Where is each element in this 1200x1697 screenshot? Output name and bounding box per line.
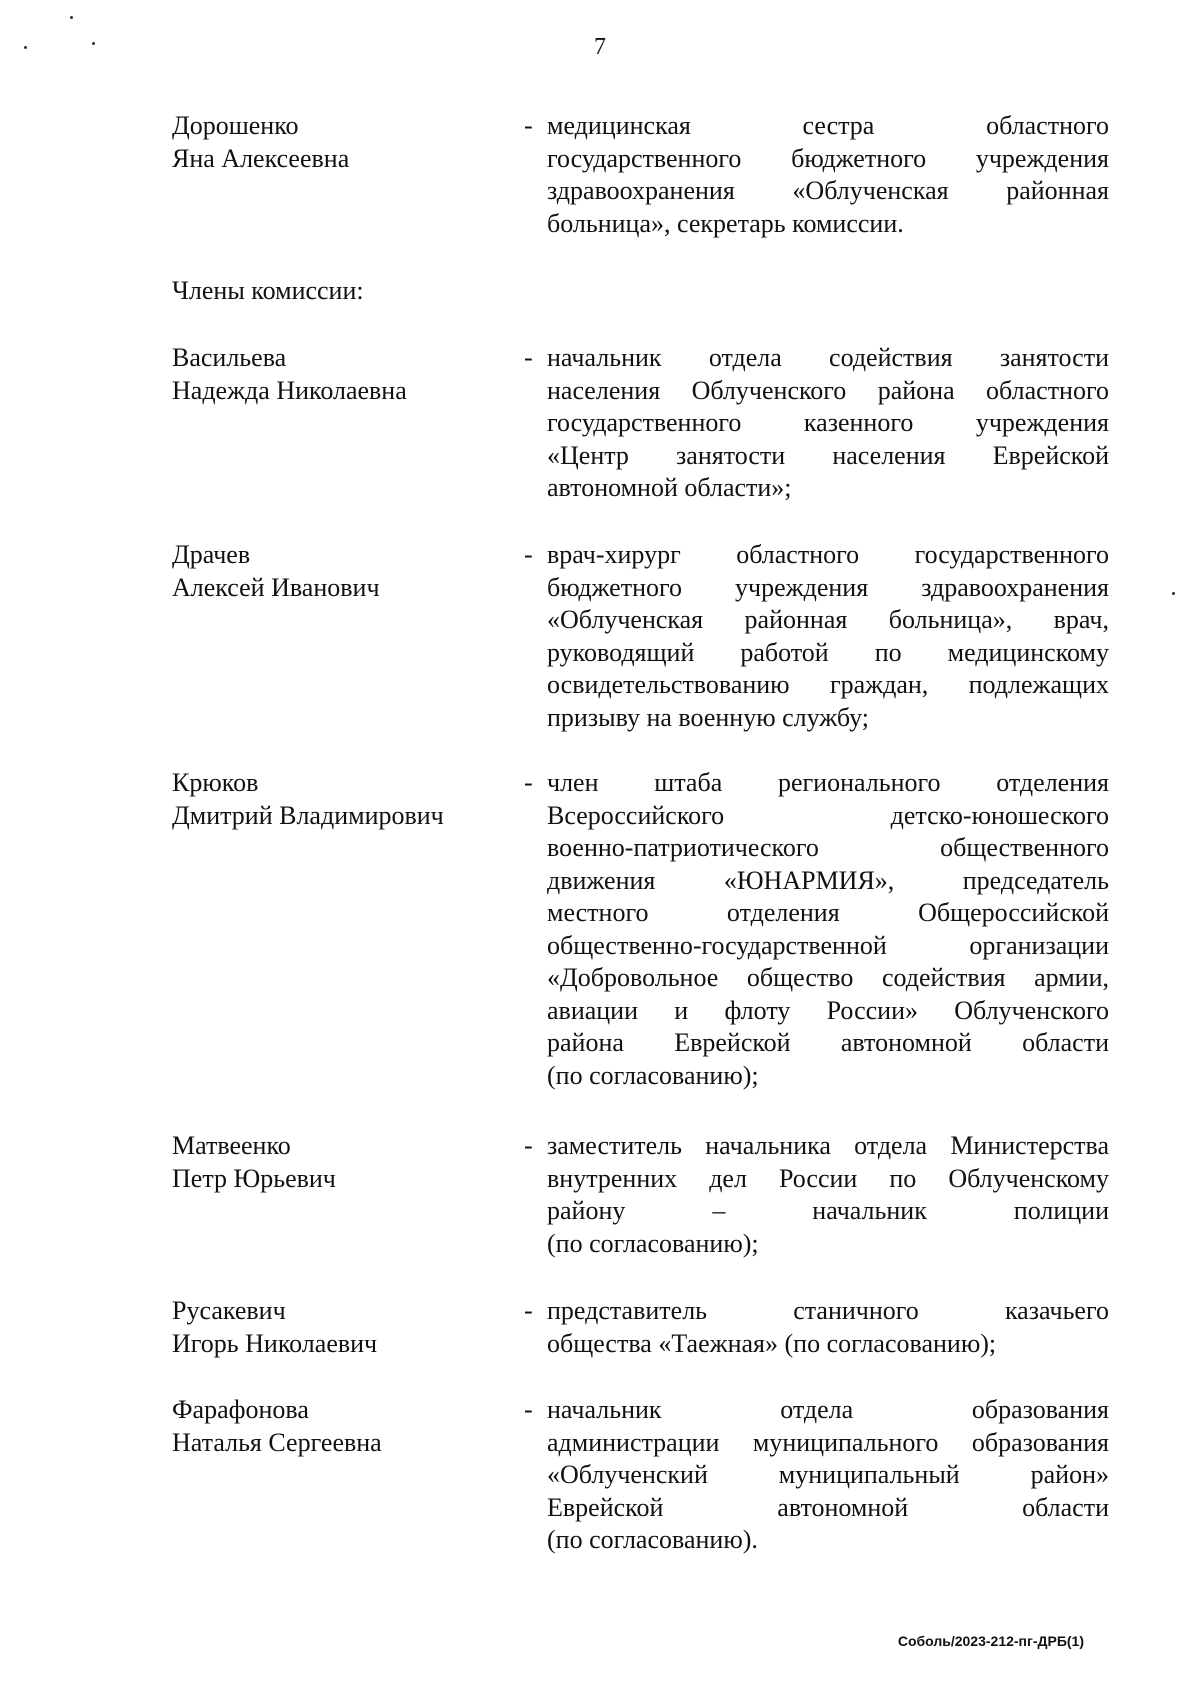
given-names: Алексей Иванович — [172, 572, 380, 602]
dash: - — [524, 343, 533, 372]
desc-line: (по согласованию); — [547, 1060, 759, 1090]
members-heading: Члены комиссии: — [172, 276, 364, 305]
desc-line: (по согласованию); — [547, 1228, 759, 1258]
person-name — [172, 1394, 512, 1459]
desc-line: освидетельствованию граждан, подлежащих — [547, 670, 1109, 699]
desc-line: военно-патриотического общественного — [547, 833, 1109, 862]
desc-line: медицинская сестра областного — [547, 111, 1109, 140]
dash: - — [524, 768, 533, 797]
dash: - — [524, 1395, 533, 1424]
person-name — [172, 110, 512, 175]
document-code: Соболь/2023-212-пг-ДРБ(1) — [897, 1633, 1084, 1649]
desc-line: Еврейской автономной области — [547, 1492, 1109, 1522]
position-description — [547, 342, 1109, 505]
desc-line: врач-хирург областного государственного — [547, 540, 1109, 569]
dash: - — [524, 111, 533, 140]
person-name — [172, 539, 512, 604]
desc-line: здравоохранения «Облученская районная — [547, 176, 1109, 205]
desc-line: государственного казенного учреждения — [547, 408, 1109, 437]
desc-line: представитель станичного казачьего — [547, 1296, 1109, 1325]
desc-line: району – начальник полиции — [547, 1196, 1109, 1225]
desc-line: «Центр занятости населения Еврейской — [547, 440, 1109, 470]
desc-line: руководящий работой по медицинскому — [547, 637, 1109, 667]
desc-line: (по согласованию). — [547, 1525, 758, 1554]
desc-line: населения Облученского района областного — [547, 375, 1109, 405]
desc-line: Всероссийского детско-юношеского — [547, 800, 1109, 830]
dash: - — [524, 1131, 533, 1160]
position-description — [547, 1394, 1109, 1557]
desc-line: общественно-государственной организации — [547, 930, 1109, 960]
desc-line: призыву на военную службу; — [547, 702, 870, 732]
position-description — [547, 1295, 1109, 1360]
desc-line: начальник отдела содействия занятости — [547, 343, 1109, 372]
given-names: Игорь Николаевич — [172, 1328, 378, 1358]
surname: Фарафонова — [172, 1395, 309, 1424]
person-name — [172, 342, 512, 407]
position-description — [547, 1130, 1109, 1260]
desc-line: «Облученская районная больница», врач, — [547, 605, 1109, 634]
person-name — [172, 1295, 512, 1360]
given-names: Наталья Сергеевна — [172, 1427, 382, 1457]
surname: Драчев — [172, 540, 251, 569]
position-description — [547, 110, 1109, 240]
given-names: Дмитрий Владимирович — [172, 800, 444, 830]
position-description — [547, 767, 1109, 1092]
desc-line: авиации и флоту России» Облученского — [547, 995, 1109, 1025]
desc-line: местного отделения Общероссийской — [547, 898, 1109, 927]
scan-speck — [70, 16, 73, 19]
desc-line: больница», секретарь комиссии. — [547, 208, 904, 238]
surname: Васильева — [172, 343, 287, 372]
page-number: 7 — [594, 34, 606, 60]
desc-line: внутренних дел России по Облученскому — [547, 1163, 1109, 1193]
desc-line: автономной области»; — [547, 473, 792, 502]
surname: Русакевич — [172, 1296, 286, 1325]
scan-speck — [1172, 592, 1175, 595]
desc-line: района Еврейской автономной области — [547, 1028, 1109, 1057]
surname: Матвеенко — [172, 1131, 291, 1160]
person-name — [172, 1130, 512, 1195]
desc-line: администрации муниципального образования — [547, 1427, 1109, 1457]
given-names: Петр Юрьевич — [172, 1163, 336, 1193]
dash: - — [524, 540, 533, 569]
surname: Крюков — [172, 768, 259, 797]
desc-line: заместитель начальника отдела Министерства — [547, 1131, 1109, 1160]
person-name — [172, 767, 512, 832]
desc-line: бюджетного учреждения здравоохранения — [547, 572, 1109, 602]
dash: - — [524, 1296, 533, 1325]
given-names: Яна Алексеевна — [172, 143, 350, 173]
surname: Дорошенко — [172, 111, 299, 140]
desc-line: член штаба регионального отделения — [547, 768, 1109, 797]
desc-line: движения «ЮНАРМИЯ», председатель — [547, 865, 1109, 895]
desc-line: «Добровольное общество содействия армии, — [547, 963, 1109, 992]
desc-line: «Облученский муниципальный район» — [547, 1460, 1109, 1489]
given-names: Надежда Николаевна — [172, 375, 407, 405]
desc-line: государственного бюджетного учреждения — [547, 143, 1109, 173]
desc-line: начальник отдела образования — [547, 1395, 1109, 1424]
desc-line: общества «Таежная» (по согласованию); — [547, 1328, 997, 1358]
position-description — [547, 539, 1109, 734]
